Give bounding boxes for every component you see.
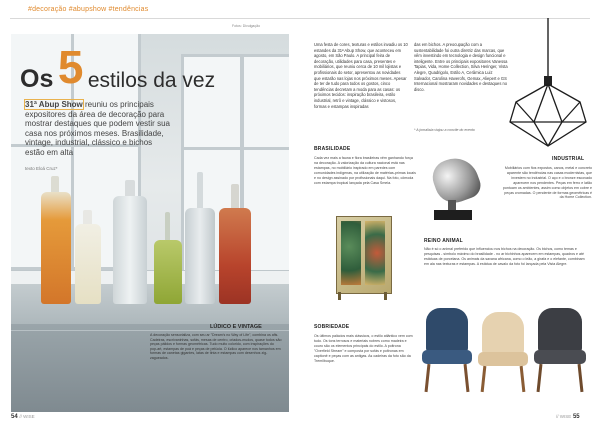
- intro-text: [25, 100, 170, 158]
- chair-seat: [422, 350, 472, 364]
- beige-armchair-image: [476, 312, 530, 394]
- green-bottle: [154, 240, 182, 304]
- industrial-title: INDUSTRIAL: [552, 156, 585, 162]
- hero-photo: [11, 34, 289, 412]
- sobriedade-text: Os últimos palácios mais clássicos, o estilo atlântico vem com tudo. Os tons terrosos e materiais nobres como madeira e couro são os elementos principais do estilo. A poltrona "Overfield Stream" e composta por sofás e poltronas em capitonê e peças com as antigas. As cadeiras da foto são da Tremilbuque.: [314, 334, 413, 363]
- magazine-name-left: // WISE: [19, 414, 35, 419]
- chair-back: [482, 312, 524, 356]
- cabinet-leg: [384, 292, 387, 300]
- photo-credit: Fotos: Divulgação: [232, 24, 261, 28]
- bottle-cap: [231, 184, 239, 210]
- page-number-right: 55: [572, 414, 580, 420]
- chair-seat: [534, 350, 586, 364]
- section-tags: #decoração #abupshow #tendências: [28, 6, 149, 13]
- headline-number: 5: [57, 41, 84, 93]
- ludico-text: A decoração sensorializa, com seu ar "Dream's no Way of Life", combina os afis. Cadeiras, escrivaninhas, sofás, mesas de centro, criados-mudos, quase todos são peças pálidos e formas geométricas. Tudo muito colorido, com inspirações do pop-art, estampas de poá e peças de pelúcia. O lúdico aparece nos tamanhos em formas de canetas gigantes, latas de tinta e estampas com desenhos zig-zagueados.: [150, 333, 282, 360]
- chair-leg: [578, 364, 584, 392]
- chair-leg: [481, 366, 487, 392]
- intro-highlight: 31ª Abup Show: [25, 100, 83, 109]
- ludico-title: LÚDICO E VINTAGE: [210, 324, 262, 330]
- article-column-1: Uma festa de cores, texturas e estilos invadiu os 10 estandes da 31ª Abup Show, que aconteceu em agosto, em São Paulo. A principal feira de decoração, utilidades para casa, presentes e mobiliários, que reuniu cerca de 10 mil lojistas e profissionais do setor, apresentou as novidades que estarão nas lojas nos próximos meses. Apesar de ter de tudo para todos os gostos, cinco tendências decretam a moda para as casas: os próximos tecidos: inspiração brasileira, estilo industrial, retrô e vintage, clássico e vistosos, formas e estampas inspiradas: [314, 42, 408, 109]
- chair-leg: [464, 364, 470, 392]
- cabinet-door-right: [365, 221, 385, 285]
- headline-rest: estilos da vez: [87, 69, 216, 92]
- chair-seat: [478, 352, 528, 366]
- sobriedade-title: SOBRIEDADE: [314, 324, 350, 330]
- headline-os: Os: [20, 65, 54, 93]
- red-bottle: [219, 208, 251, 304]
- horse-head: [428, 152, 484, 208]
- page-number-left: 54: [11, 414, 18, 420]
- magazine-name-right: // WISE: [556, 414, 572, 419]
- folio-right: [556, 414, 580, 420]
- sculpture-base: [434, 210, 472, 220]
- industrial-text: Mobiliários com fios expostos, canos, metal e concreto aparente são tendências nas casas modernistas, que investem no industrial. O aço e o bronze escovado aparecem nos pendentes. Peças em ferro e latão pontuam os ambientes, assim como objetos em cobre e peças cromadas. O pendente de formas geométricas é da Home Collection.: [502, 166, 592, 200]
- chair-leg: [537, 364, 543, 392]
- chair-back: [426, 308, 468, 354]
- blue-armchair-image: [420, 308, 474, 394]
- brasilidade-text: Cada vez mais a fauna e flora brasileiras vêm ganhando força na decoração. A valorização da cultura nacional está nas estampas, no mobiliário inspirado em paredes com comunidades indígenas, na utilização de matérias-primas locais e no design assinado por profissionais daqui. Na foto, cômoda com estampa tropical lançada pela Casa Smeia.: [314, 156, 416, 185]
- headline: [20, 41, 216, 98]
- folio-left: [11, 414, 35, 420]
- chair-leg: [425, 364, 431, 392]
- sculpture-stem: [448, 200, 456, 210]
- cabinet-leg: [338, 292, 341, 300]
- chair-back: [538, 308, 582, 354]
- horse-sculpture-image: [426, 152, 484, 222]
- cabinet-door-left: [341, 221, 361, 285]
- pendant-lamp-image: [500, 18, 596, 154]
- reino-animal-text: Não é só o animal preferido que influenciou nos bichos na decoração. Os bichos, como temas e pesquisas - símbolo máximo do brasilidade - no ar bichinhos aparecem em estampas, quadros e até estátuas de porcelana. Os animais da savana africana, como o leão, a girafa e o elefante, combinam em ala nas texturas e estampas. A estátua de cavalo da foto foi lançada pela Vista Alegre.: [424, 247, 585, 266]
- footnote: * A jornalista viajou a convite do evento: [414, 128, 475, 132]
- milk-bottle: [75, 224, 101, 304]
- chair-leg: [520, 366, 526, 392]
- bottle-neck: [165, 212, 170, 242]
- clear-bottle: [113, 196, 147, 304]
- byline: texto Eloá Cruz*: [25, 166, 58, 171]
- tall-clear-bottle: [185, 208, 215, 304]
- reino-animal-title: REINO ANIMAL: [424, 238, 463, 244]
- brasilidade-title: BRASILIDADE: [314, 146, 351, 152]
- orange-bottle: [41, 192, 71, 304]
- article-column-2: das em bichos. A preocupação com a sustentabilidade foi outra diretriz das marcas, que vêm investindo em tecnologia e design funcional e inteligente. Entre os principais expositores Vanessa Tapias, Vida, Home Collection, Silva Heringer, Vista Alegre, Quadrigolo, Estilo A, Cerâmica Luiz Salvador, Carolina Haverofs, Gemax, Aliepert e GS Internacional mostraram novidades e destaques no disco.: [414, 42, 508, 92]
- dark-armchair-image: [532, 308, 588, 394]
- bottle-neck: [197, 172, 203, 210]
- intro-body: reuniu os principais expositores da área de decoração para mostrar destaques que podem vestir sua casa nos próximos meses. Brasilidade, vintage, industrial, clássico e bichos estão em alta: [25, 100, 170, 157]
- printed-cabinet-image: [336, 216, 392, 294]
- window-pane: [241, 54, 289, 150]
